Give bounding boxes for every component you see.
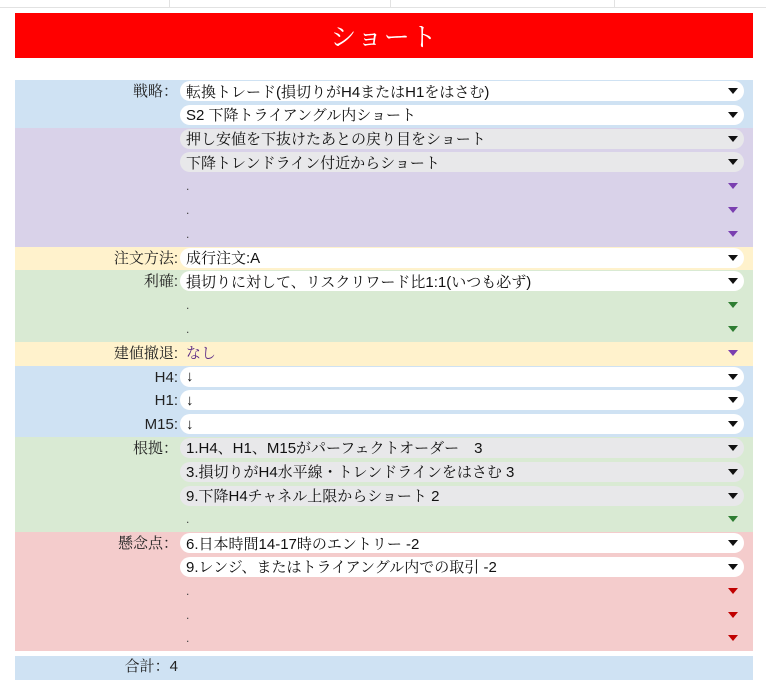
order-label: 注文方法: (113, 249, 178, 267)
chevron-down-icon (728, 493, 738, 499)
chevron-down-icon (728, 136, 738, 142)
strategy-dropdown-2[interactable]: S2 下降トライアングル内ショート (180, 105, 744, 125)
strategy-dropdown-1[interactable]: 転換トレード(損切りがH4またはH1をはさむ) (180, 81, 744, 101)
chevron-down-icon (728, 231, 738, 237)
entry-check-dropdown-3[interactable]: . (180, 176, 744, 196)
chevron-down-icon (728, 397, 738, 403)
chevron-down-icon (728, 207, 738, 213)
concerns-dropdown-1[interactable]: 6.日本時間14-17時のエントリー -2 (180, 533, 744, 553)
entry-check-dropdown-1[interactable]: 押し安値を下抜けたあとの戻り目をショート (180, 129, 744, 149)
chevron-down-icon (728, 326, 738, 332)
h4-dropdown[interactable]: ↓ (180, 367, 744, 387)
chevron-down-icon (728, 183, 738, 189)
take-profit-section (15, 270, 753, 341)
chevron-down-icon (728, 112, 738, 118)
basis-label: 根拠： (132, 439, 178, 457)
chevron-down-icon (728, 540, 738, 546)
chevron-down-icon (728, 421, 738, 427)
chevron-down-icon (728, 159, 738, 165)
basis-dropdown-1[interactable]: 1.H4、H1、M15がパーフェクトオーダー 3 (180, 438, 744, 458)
concerns-dropdown-3[interactable]: . (180, 581, 744, 601)
timeframe-section (15, 366, 753, 437)
entry-check-dropdown-2[interactable]: 下降トレンドライン付近からショート (180, 152, 744, 172)
chevron-down-icon (728, 278, 738, 284)
h4-label: H4: (154, 368, 178, 386)
chevron-down-icon (728, 302, 738, 308)
chevron-down-icon (728, 350, 738, 356)
concerns-label: 懸念点： (117, 535, 178, 553)
h1-dropdown[interactable]: ↓ (180, 390, 744, 410)
concerns-dropdown-5[interactable]: . (180, 628, 744, 648)
concerns-dropdown-2[interactable]: 9.レンジ、またはトライアングル内での取引 -2 (180, 557, 744, 577)
take-profit-dropdown-3[interactable]: . (180, 319, 744, 339)
order-section (15, 247, 753, 271)
concerns-dropdown-4[interactable]: . (180, 605, 744, 625)
chevron-down-icon (728, 516, 738, 522)
basis-dropdown-2[interactable]: 3.損切りがH4水平線・トレンドラインをはさむ 3 (180, 462, 744, 482)
entry-check-dropdown-5[interactable]: . (180, 224, 744, 244)
total-label: 合計：4 (124, 658, 178, 675)
entry-check-section (15, 128, 753, 247)
m15-dropdown[interactable]: ↓ (180, 414, 744, 434)
chevron-down-icon (728, 88, 738, 94)
entry-check-dropdown-4[interactable]: . (180, 200, 744, 220)
chevron-down-icon (728, 445, 738, 451)
basis-dropdown-3[interactable]: 9.下降H4チャネル上限からショート 2 (180, 486, 744, 506)
breakeven-dropdown[interactable]: なし (180, 343, 744, 363)
basis-dropdown-4[interactable]: . (180, 509, 744, 529)
chevron-down-icon (728, 612, 738, 618)
take-profit-dropdown-1[interactable]: 損切りに対して、リスクリワード比1:1(いつも必ず) (180, 271, 744, 291)
trade-form (15, 80, 753, 651)
sheet-gridlines (0, 0, 766, 8)
concerns-section (15, 532, 753, 651)
chevron-down-icon (728, 635, 738, 641)
breakeven-section (15, 342, 753, 366)
strategy-section (15, 80, 753, 128)
strategy-label: 戦略： (132, 83, 178, 100)
chevron-down-icon (728, 374, 738, 380)
order-dropdown[interactable]: 成行注文:A (180, 248, 744, 268)
chevron-down-icon (728, 255, 738, 261)
take-profit-label: 利確: (143, 273, 178, 291)
take-profit-dropdown-2[interactable]: . (180, 295, 744, 315)
h1-label: H1: (154, 392, 178, 410)
total-row (15, 656, 753, 680)
breakeven-label: 建値撤退: (113, 344, 178, 362)
m15-label: M15: (144, 416, 178, 434)
chevron-down-icon (728, 564, 738, 570)
chevron-down-icon (728, 469, 738, 475)
basis-section (15, 437, 753, 532)
page-title: ショート (15, 13, 753, 58)
chevron-down-icon (728, 588, 738, 594)
